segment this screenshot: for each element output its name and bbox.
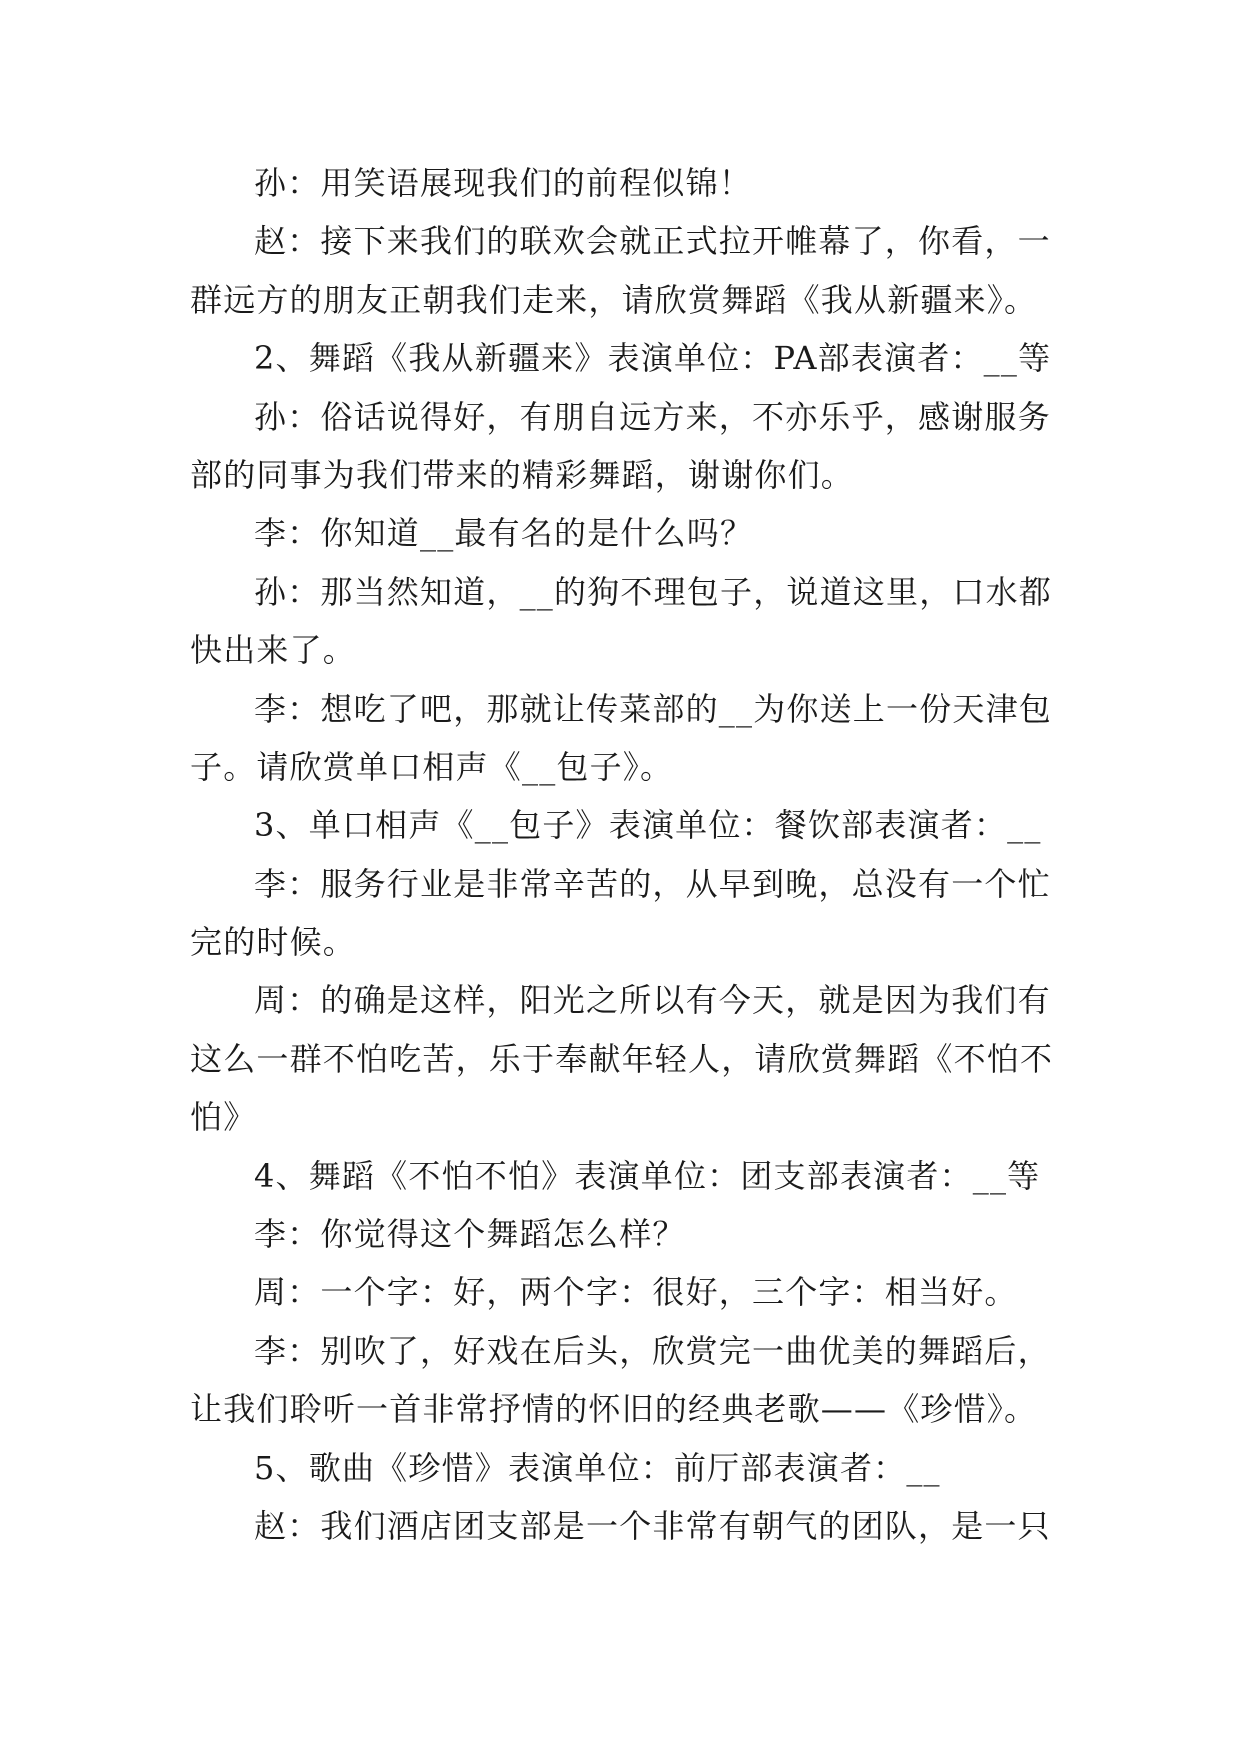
paragraph-line: 怕》 [190,1098,257,1137]
paragraph-line: 周：一个字：好，两个字：很好，三个字：相当好。 [254,1273,1018,1312]
paragraph-line: 李：服务行业是非常辛苦的，从早到晚，总没有一个忙 [254,864,1051,903]
paragraph-line: 完的时候。 [190,923,357,962]
document-body [190,154,1070,1555]
paragraph-line: 让我们聆听一首非常抒情的怀旧的经典老歌——《珍惜》。 [190,1390,1038,1429]
paragraph-line: 李：你觉得这个舞蹈怎么样？ [254,1215,686,1254]
program-item-line: 5、歌曲《珍惜》表演单位：前厅部表演者：__ [254,1448,941,1487]
program-item-line: 3、单口相声《__包子》表演单位：餐饮部表演者：__ [254,806,1042,845]
paragraph-line: 李：别吹了，好戏在后头，欣赏完一曲优美的舞蹈后， [254,1331,1051,1370]
paragraph-line: 周：的确是这样，阳光之所以有今天，就是因为我们有 [254,981,1051,1020]
paragraph-line: 这么一群不怕吃苦，乐于奉献年轻人，请欣赏舞蹈《不怕不 [190,1039,1054,1078]
paragraph-line: 赵：我们酒店团支部是一个非常有朝气的团队，是一只 [254,1506,1051,1545]
program-item-line: 4、舞蹈《不怕不怕》表演单位：团支部表演者：__等 [254,1156,1041,1195]
paragraph-line: 群远方的朋友正朝我们走来，请欣赏舞蹈《我从新疆来》。 [190,280,1038,319]
paragraph-line: 赵：接下来我们的联欢会就正式拉开帷幕了，你看，一 [254,222,1051,261]
paragraph-line: 李：想吃了吧，那就让传菜部的__为你送上一份天津包 [254,689,1053,728]
paragraph-line: 孙：用笑语展现我们的前程似锦！ [254,164,753,202]
program-item-line: 2、舞蹈《我从新疆来》表演单位：PA部表演者：__等 [254,339,1052,378]
paragraph-line: 子。请欣赏单口相声《__包子》。 [190,747,674,786]
paragraph-line: 孙：俗话说得好，有朋自远方来，不亦乐乎，感谢服务 [254,397,1051,436]
paragraph-line: 李：你知道__最有名的是什么吗？ [254,514,754,553]
paragraph-line: 孙：那当然知道，__的狗不理包子，说道这里，口水都 [254,572,1053,611]
paragraph-line: 快出来了。 [190,631,357,670]
paragraph-line: 部的同事为我们带来的精彩舞蹈，谢谢你们。 [190,455,855,494]
